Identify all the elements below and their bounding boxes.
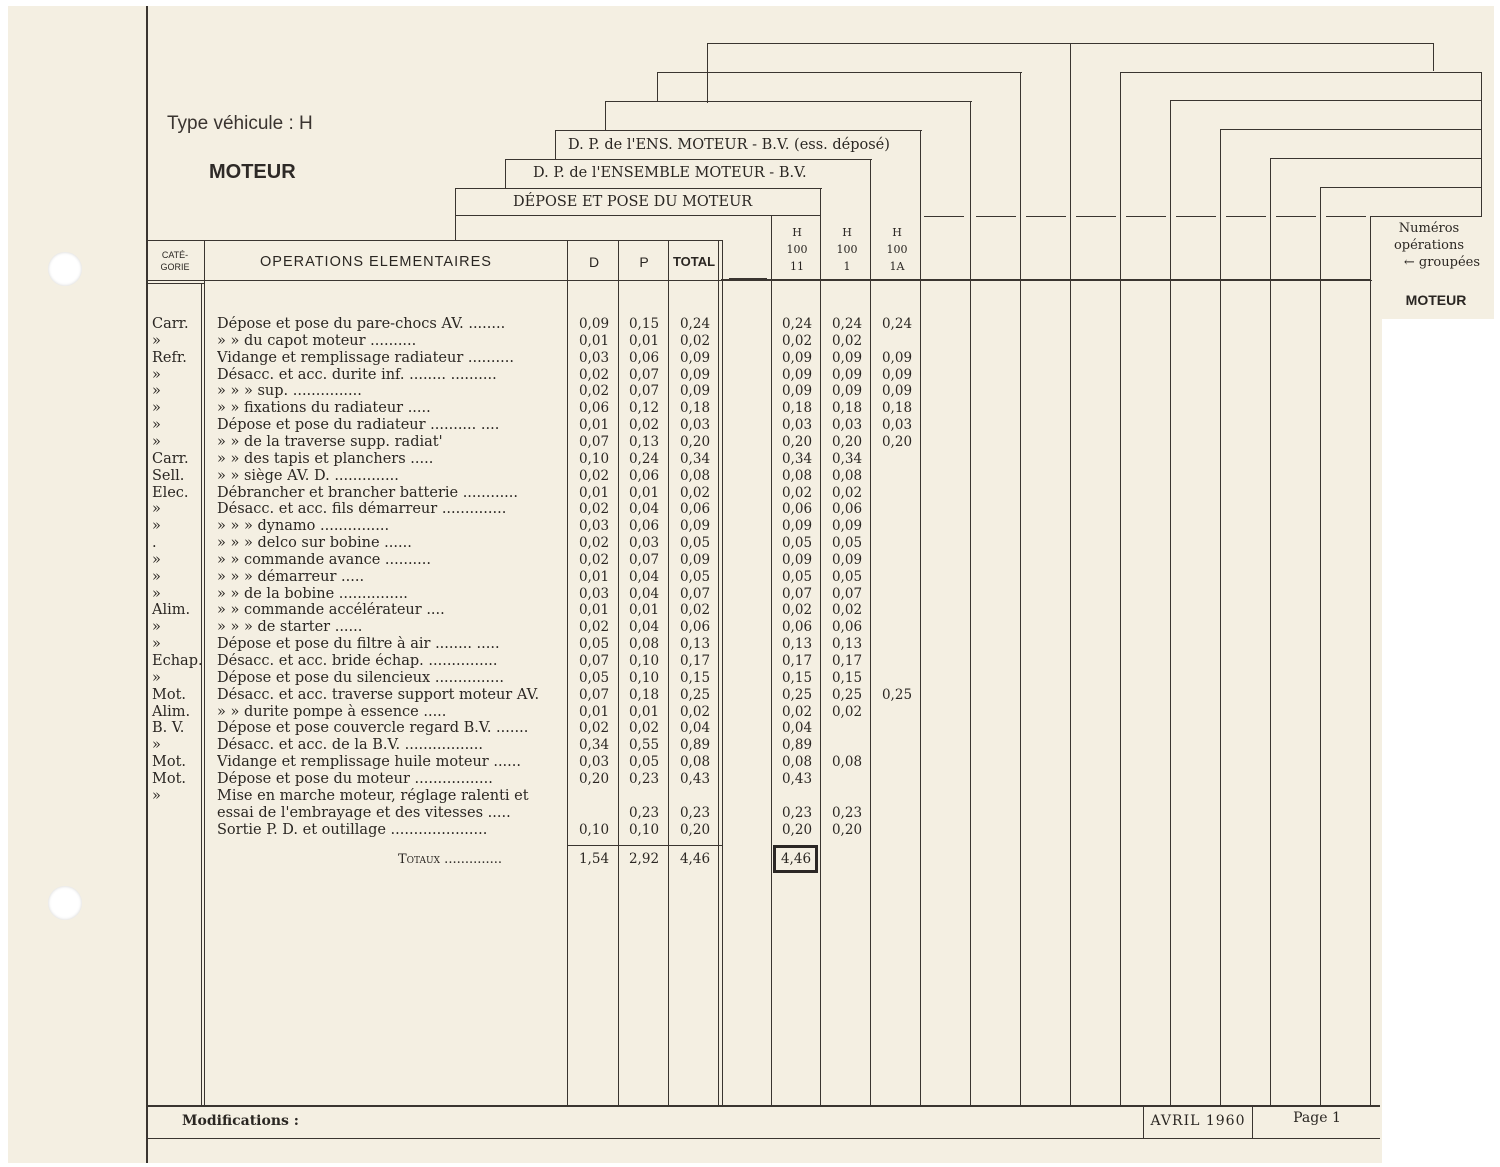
row-category: Refr. (152, 349, 187, 366)
table-row (0, 653, 1000, 670)
row-d-value: 0,06 (578, 400, 610, 417)
row-total-value: 0,09 (679, 518, 711, 535)
table-row (0, 569, 1000, 586)
row-category: Mot. (152, 686, 187, 703)
row-operation: essai de l'embrayage et des vitesses ..... (217, 804, 511, 821)
table-row (0, 552, 1000, 569)
row-h100-11-value: 0,07 (781, 585, 813, 602)
table-row (0, 417, 1000, 434)
row-p-value: 0,02 (628, 720, 660, 737)
row-category: Sell. (152, 467, 185, 484)
row-h100-11-value: 0,20 (781, 433, 813, 450)
row-p-value: 0,03 (628, 535, 660, 552)
row-total-value: 0,43 (679, 770, 711, 787)
row-total-value: 0,24 (679, 316, 711, 332)
table-row (0, 687, 1000, 704)
row-h100-11-value: 0,17 (781, 653, 813, 669)
row-d-value: 0,01 (578, 703, 610, 720)
row-p-value: 0,04 (628, 501, 660, 518)
row-category: » (152, 332, 161, 349)
row-d-value: 0,01 (578, 417, 610, 434)
row-operation: Mise en marche moteur, réglage ralenti et (217, 787, 529, 804)
row-total-value: 0,23 (679, 804, 711, 821)
row-h100-1-value: 0,06 (831, 501, 863, 518)
row-h100-1-value: 0,17 (831, 653, 863, 669)
row-d-value: 0,09 (578, 316, 610, 332)
row-total-value: 0,20 (679, 433, 711, 450)
row-p-value: 0,13 (628, 433, 660, 450)
row-h100-11-value: 0,34 (781, 450, 813, 467)
row-h100-11-value: 0,09 (781, 518, 813, 535)
table-row (0, 451, 1000, 468)
paper-tab-extension (1382, 6, 1494, 319)
row-category: » (152, 669, 161, 686)
col-header-d: D (588, 254, 600, 270)
table-row (0, 704, 1000, 721)
row-h100-1-value: 0,08 (831, 754, 863, 771)
section-title: MOTEUR (209, 161, 296, 183)
col-header-h100-11-a: H (792, 226, 802, 239)
row-d-value: 0,03 (578, 585, 610, 602)
row-operation: Désacc. et acc. de la B.V. ................. (217, 737, 484, 754)
col-header-h100-11-c: 11 (790, 260, 804, 273)
row-p-value: 0,10 (628, 653, 660, 669)
row-p-value: 0,06 (628, 467, 660, 484)
row-p-value: 0,01 (628, 332, 660, 349)
row-h100-1a-value: 0,24 (881, 316, 913, 332)
table-row (0, 720, 1000, 737)
row-d-value: 0,01 (578, 484, 610, 501)
row-h100-11-value: 0,23 (781, 804, 813, 821)
row-operation: Dépose et pose couvercle regard B.V. ....... (217, 720, 529, 737)
table-row (0, 754, 1000, 771)
row-p-value: 0,04 (628, 568, 660, 585)
table-row (0, 485, 1000, 502)
table-row (0, 400, 1000, 417)
table-row (0, 602, 1000, 619)
row-p-value: 0,10 (628, 821, 660, 838)
row-p-value: 0,01 (628, 703, 660, 720)
row-d-value: 0,07 (578, 653, 610, 669)
table-row (0, 333, 1000, 350)
row-h100-11-value: 0,43 (781, 770, 813, 787)
row-p-value: 0,10 (628, 669, 660, 686)
row-h100-1-value: 0,24 (831, 316, 863, 332)
row-h100-11-value: 0,20 (781, 821, 813, 838)
row-h100-1-value: 0,20 (831, 821, 863, 838)
row-operation: Dépose et pose du radiateur .......... .... (217, 417, 500, 434)
row-operation: » » commande accélérateur .... (217, 602, 445, 619)
table-row (0, 771, 1000, 788)
row-h100-11-value: 0,09 (781, 383, 813, 400)
row-h100-11-value: 0,05 (781, 568, 813, 585)
row-p-value: 0,23 (628, 770, 660, 787)
row-category: » (152, 518, 161, 535)
row-total-value: 0,09 (679, 349, 711, 366)
row-total-value: 0,89 (679, 737, 711, 754)
col-header-h100-11-b: 100 (786, 243, 808, 256)
row-total-value: 0,05 (679, 568, 711, 585)
row-h100-11-value: 0,09 (781, 551, 813, 568)
row-operation: » » fixations du radiateur ..... (217, 400, 431, 417)
row-total-value: 0,09 (679, 366, 711, 383)
footer-page: Page 1 (1293, 1110, 1341, 1126)
row-category: . (152, 535, 157, 552)
row-h100-11-value: 0,13 (781, 636, 813, 653)
row-operation: » » du capot moteur .......... (217, 332, 417, 349)
row-h100-11-value: 0,03 (781, 417, 813, 434)
row-d-value: 0,20 (578, 770, 610, 787)
row-total-value: 0,34 (679, 450, 711, 467)
row-d-value: 0,02 (578, 383, 610, 400)
row-p-value: 0,55 (628, 737, 660, 754)
col-header-h100-1a-c: 1A (889, 260, 905, 273)
col-header-operations: OPERATIONS ELEMENTAIRES (260, 254, 492, 270)
row-total-value: 0,02 (679, 332, 711, 349)
row-h100-11-value: 0,24 (781, 316, 813, 332)
row-p-value: 0,04 (628, 585, 660, 602)
row-total-value: 0,02 (679, 484, 711, 501)
row-d-value: 0,02 (578, 366, 610, 383)
row-operation: Désacc. et acc. fils démarreur .............. (217, 501, 507, 518)
row-h100-1-value: 0,34 (831, 450, 863, 467)
row-operation: Dépose et pose du moteur ................. (217, 770, 493, 787)
table-row (0, 468, 1000, 485)
row-category: » (152, 737, 161, 754)
row-d-value: 0,05 (578, 636, 610, 653)
total-h100-11: 4,46 (780, 851, 812, 867)
row-category: Mot. (152, 770, 187, 787)
row-operation: Sortie P. D. et outillage ..................... (217, 821, 488, 838)
row-h100-11-value: 0,08 (781, 467, 813, 484)
table-row (0, 670, 1000, 687)
row-total-value: 0,25 (679, 686, 711, 703)
row-p-value: 0,06 (628, 518, 660, 535)
row-h100-1a-value: 0,09 (881, 349, 913, 366)
row-h100-1-value: 0,02 (831, 484, 863, 501)
row-d-value: 0,03 (578, 518, 610, 535)
row-total-value: 0,09 (679, 383, 711, 400)
row-p-value: 0,07 (628, 551, 660, 568)
row-total-value: 0,07 (679, 585, 711, 602)
table-row (0, 383, 1000, 400)
row-p-value: 0,24 (628, 450, 660, 467)
row-total-value: 0,13 (679, 636, 711, 653)
total-d: 1,54 (578, 851, 610, 867)
row-h100-1a-value: 0,18 (881, 400, 913, 417)
row-operation: Débrancher et brancher batterie ............ (217, 484, 519, 501)
table-row (0, 788, 1000, 805)
row-p-value: 0,08 (628, 636, 660, 653)
table-row (0, 501, 1000, 518)
row-d-value: 0,34 (578, 737, 610, 754)
table-row (0, 805, 1000, 822)
row-d-value: 0,01 (578, 602, 610, 619)
col-header-h100-1-b: 100 (836, 243, 858, 256)
row-h100-11-value: 0,06 (781, 619, 813, 636)
table-row (0, 367, 1000, 384)
row-h100-1a-value: 0,09 (881, 383, 913, 400)
row-total-value: 0,06 (679, 501, 711, 518)
footer-date: AVRIL 1960 (1150, 1113, 1246, 1129)
table-row (0, 350, 1000, 367)
row-category: Echap. (152, 653, 203, 669)
row-total-value: 0,05 (679, 535, 711, 552)
row-category: Alim. (152, 602, 191, 619)
side-tab-moteur: MOTEUR (1405, 292, 1467, 308)
modifications-label: Modifications : (182, 1113, 299, 1129)
row-p-value: 0,15 (628, 316, 660, 332)
row-category: » (152, 433, 161, 450)
side-numeros-label: Numéros (1398, 221, 1460, 236)
row-p-value: 0,01 (628, 602, 660, 619)
row-h100-11-value: 0,09 (781, 366, 813, 383)
row-d-value: 0,07 (578, 686, 610, 703)
row-category: » (152, 383, 161, 400)
row-h100-1-value: 0,05 (831, 535, 863, 552)
table-row (0, 822, 1000, 839)
row-operation: Désacc. et acc. durite inf. ........ .......... (217, 366, 497, 383)
row-d-value: 0,01 (578, 332, 610, 349)
col-header-categorie-2: GORIE (160, 262, 190, 272)
row-p-value: 0,07 (628, 366, 660, 383)
row-operation: » » » dynamo ............... (217, 518, 390, 535)
row-d-value: 0,02 (578, 720, 610, 737)
row-operation: » » durite pompe à essence ..... (217, 703, 447, 720)
row-p-value: 0,05 (628, 754, 660, 771)
row-h100-1-value: 0,23 (831, 804, 863, 821)
row-total-value: 0,09 (679, 551, 711, 568)
row-total-value: 0,02 (679, 602, 711, 619)
row-h100-1a-value: 0,03 (881, 417, 913, 434)
row-operation: Dépose et pose du filtre à air ........ ..... (217, 636, 500, 653)
punch-hole-top (48, 252, 82, 286)
row-total-value: 0,08 (679, 754, 711, 771)
row-h100-1a-value: 0,20 (881, 433, 913, 450)
table-row (0, 535, 1000, 552)
row-operation: » » » delco sur bobine ...... (217, 535, 412, 552)
row-h100-1-value: 0,25 (831, 686, 863, 703)
row-h100-11-value: 0,18 (781, 400, 813, 417)
row-h100-11-value: 0,02 (781, 602, 813, 619)
row-h100-11-value: 0,89 (781, 737, 813, 754)
side-groupees-label: ← groupées (1403, 255, 1480, 270)
row-total-value: 0,04 (679, 720, 711, 737)
table-row (0, 619, 1000, 636)
total-p: 2,92 (628, 851, 660, 867)
row-total-value: 0,20 (679, 821, 711, 838)
row-d-value: 0,02 (578, 501, 610, 518)
row-h100-1a-value: 0,09 (881, 366, 913, 383)
vehicle-type: Type véhicule : H (167, 113, 313, 134)
row-h100-1-value: 0,18 (831, 400, 863, 417)
row-p-value: 0,01 (628, 484, 660, 501)
row-category: B. V. (152, 720, 185, 737)
row-h100-1-value: 0,03 (831, 417, 863, 434)
row-d-value: 0,02 (578, 619, 610, 636)
row-d-value: 0,05 (578, 669, 610, 686)
row-category: » (152, 619, 161, 636)
row-h100-11-value: 0,25 (781, 686, 813, 703)
punch-hole-bottom (48, 886, 82, 920)
row-h100-1-value: 0,09 (831, 349, 863, 366)
row-h100-11-value: 0,06 (781, 501, 813, 518)
row-h100-1-value: 0,13 (831, 636, 863, 653)
row-h100-1-value: 0,06 (831, 619, 863, 636)
row-operation: Dépose et pose du silencieux ............... (217, 669, 504, 686)
row-operation: Vidange et remplissage radiateur .......... (217, 349, 514, 366)
table-row (0, 316, 1000, 333)
col-header-h100-1-a: H (842, 226, 852, 239)
row-h100-11-value: 0,02 (781, 332, 813, 349)
row-category: Elec. (152, 484, 189, 501)
row-operation: » » de la bobine ............... (217, 585, 408, 602)
row-d-value: 0,03 (578, 349, 610, 366)
row-total-value: 0,02 (679, 703, 711, 720)
row-p-value: 0,07 (628, 383, 660, 400)
row-h100-1-value: 0,08 (831, 467, 863, 484)
row-h100-11-value: 0,02 (781, 484, 813, 501)
row-category: » (152, 501, 161, 518)
row-total-value: 0,17 (679, 653, 711, 669)
row-p-value: 0,04 (628, 619, 660, 636)
row-d-value: 0,03 (578, 754, 610, 771)
tab-depose-pose-moteur: DÉPOSE ET POSE DU MOTEUR (513, 194, 753, 210)
tab-ensemble-moteur-bv: D. P. de l'ENSEMBLE MOTEUR - B.V. (533, 165, 807, 181)
row-category: » (152, 551, 161, 568)
row-h100-1-value: 0,09 (831, 366, 863, 383)
row-operation: » » » de starter ...... (217, 619, 363, 636)
row-h100-1-value: 0,09 (831, 551, 863, 568)
row-h100-1-value: 0,07 (831, 585, 863, 602)
row-operation: » » de la traverse supp. radiat' (217, 433, 443, 450)
row-p-value: 0,23 (628, 804, 660, 821)
row-category: » (152, 787, 161, 804)
col-header-h100-1a-b: 100 (886, 243, 908, 256)
row-operation: Vidange et remplissage huile moteur ...... (217, 754, 521, 771)
row-operation: » » siège AV. D. .............. (217, 467, 399, 484)
row-h100-1-value: 0,20 (831, 433, 863, 450)
row-h100-11-value: 0,02 (781, 703, 813, 720)
row-p-value: 0,18 (628, 686, 660, 703)
row-total-value: 0,06 (679, 619, 711, 636)
row-operation: » » des tapis et planchers ..... (217, 450, 434, 467)
row-p-value: 0,02 (628, 417, 660, 434)
row-h100-1-value: 0,15 (831, 669, 863, 686)
table-row (0, 636, 1000, 653)
row-total-value: 0,03 (679, 417, 711, 434)
row-h100-1-value: 0,09 (831, 518, 863, 535)
row-category: Carr. (152, 316, 189, 332)
row-category: » (152, 636, 161, 653)
row-d-value: 0,10 (578, 821, 610, 838)
row-category: Alim. (152, 703, 191, 720)
table-row (0, 737, 1000, 754)
row-operation: » » commande avance .......... (217, 551, 431, 568)
row-h100-1a-value: 0,25 (881, 686, 913, 703)
row-operation: Désacc. et acc. traverse support moteur AV. (217, 686, 540, 703)
row-category: Mot. (152, 754, 187, 771)
row-operation: » » » démarreur ..... (217, 568, 365, 585)
row-h100-1-value: 0,02 (831, 602, 863, 619)
side-operations-label: opérations (1393, 238, 1465, 253)
row-category: » (152, 568, 161, 585)
row-h100-11-value: 0,09 (781, 349, 813, 366)
table-row (0, 586, 1000, 603)
col-header-categorie-1: CATÉ- (161, 250, 189, 260)
row-h100-11-value: 0,04 (781, 720, 813, 737)
row-d-value: 0,07 (578, 433, 610, 450)
col-header-h100-1-c: 1 (843, 260, 851, 273)
total-total: 4,46 (679, 851, 711, 867)
totals-label: Totaux .............. (398, 852, 503, 867)
row-h100-1-value: 0,05 (831, 568, 863, 585)
row-h100-11-value: 0,05 (781, 535, 813, 552)
row-total-value: 0,15 (679, 669, 711, 686)
row-d-value: 0,01 (578, 568, 610, 585)
row-category: Carr. (152, 450, 189, 467)
row-h100-11-value: 0,15 (781, 669, 813, 686)
row-operation: Désacc. et acc. bride échap. ............... (217, 653, 498, 669)
col-header-h100-1a-a: H (892, 226, 902, 239)
row-d-value: 0,02 (578, 535, 610, 552)
col-header-total: TOTAL (672, 254, 716, 269)
row-h100-1-value: 0,02 (831, 703, 863, 720)
row-category: » (152, 417, 161, 434)
table-row (0, 434, 1000, 451)
row-total-value: 0,08 (679, 467, 711, 484)
row-d-value: 0,10 (578, 450, 610, 467)
row-d-value: 0,02 (578, 467, 610, 484)
row-total-value: 0,18 (679, 400, 711, 417)
table-row (0, 518, 1000, 535)
row-h100-11-value: 0,08 (781, 754, 813, 771)
row-p-value: 0,06 (628, 349, 660, 366)
row-category: » (152, 400, 161, 417)
row-category: » (152, 366, 161, 383)
tab-ens-moteur-bv-ess-depose: D. P. de l'ENS. MOTEUR - B.V. (ess. déposé) (568, 137, 890, 153)
row-p-value: 0,12 (628, 400, 660, 417)
row-h100-1-value: 0,09 (831, 383, 863, 400)
row-d-value: 0,02 (578, 551, 610, 568)
row-operation: » » » sup. ............... (217, 383, 362, 400)
row-category: » (152, 585, 161, 602)
row-operation: Dépose et pose du pare-chocs AV. ........ (217, 316, 506, 332)
row-h100-1-value: 0,02 (831, 332, 863, 349)
col-header-p: P (639, 254, 649, 270)
